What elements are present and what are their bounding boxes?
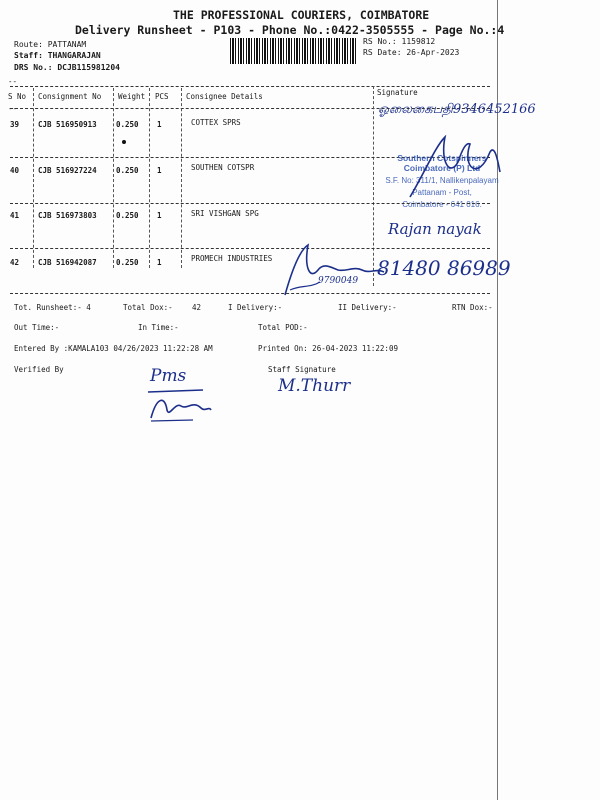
drs-label: DRS No.: DCJB115981204: [14, 63, 120, 72]
col-signature: Signature: [377, 88, 418, 97]
handwritten-phone-number: 81480 86989: [377, 256, 511, 280]
ii-delivery: II Delivery:-: [338, 303, 397, 312]
row-rule: [10, 203, 490, 204]
col-sno: S No: [8, 92, 27, 101]
col-sep: [181, 88, 182, 268]
row-rule: [10, 248, 490, 249]
row-pcs: 1: [157, 258, 162, 267]
stamp-line4: Coimbatore - 641 016.: [402, 200, 482, 209]
rs-number: RS No.: 1159812: [363, 37, 436, 46]
row-sno: 42: [10, 258, 20, 267]
row-weight: 0.250: [116, 258, 139, 267]
col-sep: [113, 88, 114, 268]
tot-runsheet: Tot. Runsheet:- 4: [14, 303, 91, 312]
row-consignment: CJB 516942087: [38, 258, 97, 267]
row-pcs: 1: [157, 120, 162, 129]
row-consignee: PROMECH INDUSTRIES: [191, 254, 273, 263]
verifier-signature: Pms: [150, 366, 187, 386]
company-title: THE PROFESSIONAL COURIERS, COIMBATORE: [173, 8, 430, 22]
entered-by: Entered By :KAMALA103 04/26/2023 11:22:28 AM: [14, 344, 213, 353]
row-consignment: CJB 516927224: [38, 166, 97, 175]
row-sno: 41: [10, 211, 20, 220]
stamp-line2: S.F. No: 311/1, Nallikenpalayam: [385, 176, 499, 185]
col-weight: Weight: [118, 92, 146, 101]
handwritten-signature-row39: ஓலைகைபதி9346452166: [378, 102, 536, 117]
rs-date: RS Date: 26-Apr-2023: [363, 48, 460, 57]
row-consignee: COTTEX SPRS: [191, 118, 241, 127]
row-consignee: SRI VISHGAN SPG: [191, 209, 259, 218]
i-delivery: I Delivery:-: [228, 303, 283, 312]
row-pcs: 1: [157, 166, 162, 175]
runsheet-title: Delivery Runsheet - P103 - Phone No.:0422-3505555 - Page No.:4: [75, 23, 505, 37]
row-weight: 0.250: [116, 166, 139, 175]
row-consignee: SOUTHEN COTSPR: [191, 163, 255, 172]
dash-mark: --: [8, 77, 18, 86]
in-time: In Time:-: [138, 323, 179, 332]
scan-edge-line: [497, 0, 498, 800]
dash-mark: --: [8, 104, 18, 113]
total-dox-value: 42: [192, 303, 202, 312]
row-sno: 40: [10, 166, 20, 175]
handwritten-signature-row41: Rajan nayak: [388, 220, 482, 238]
ink-dot: [122, 140, 126, 144]
row-weight: 0.250: [116, 211, 139, 220]
barcode: [230, 38, 358, 64]
total-dox-label: Total Dox:-: [123, 303, 173, 312]
verifier-signature-scribble: [143, 388, 213, 424]
signature-scribble: [400, 132, 510, 204]
table-top-rule: [10, 86, 490, 87]
handwritten-phone-small: 9790049: [318, 276, 359, 286]
col-sep: [149, 88, 150, 268]
row-pcs: 1: [157, 211, 162, 220]
total-pod: Total POD:-: [258, 323, 308, 332]
out-time: Out Time:-: [14, 323, 60, 332]
verified-by: Verified By: [14, 365, 64, 374]
stamp-line3: Pattanam - Post,: [412, 188, 472, 197]
rtn-dox: RTN Dox:-: [452, 303, 493, 312]
table-bottom-rule: [10, 293, 490, 294]
printed-on: Printed On: 26-04-2023 11:22:09: [258, 344, 398, 353]
staff-label: Staff: THANGARAJAN: [14, 51, 101, 60]
col-consignment: Consignment No: [38, 92, 102, 101]
row-sno: 39: [10, 120, 20, 129]
col-consignee: Consignee Details: [186, 92, 263, 101]
col-pcs: PCS: [155, 92, 169, 101]
signature-scribble: [280, 240, 390, 300]
staff-signature-label: Staff Signature: [268, 365, 336, 374]
staff-signature: M.Thurr: [278, 376, 351, 396]
stamp-line1: Southern Cotspinners Coimbatore (P) Ltd: [397, 153, 487, 173]
row-consignment: CJB 516973803: [38, 211, 97, 220]
col-sep: [33, 88, 34, 268]
route-label: Route: PATTANAM: [14, 40, 87, 49]
row-consignment: CJB 516950913: [38, 120, 97, 129]
row-weight: 0.250: [116, 120, 139, 129]
